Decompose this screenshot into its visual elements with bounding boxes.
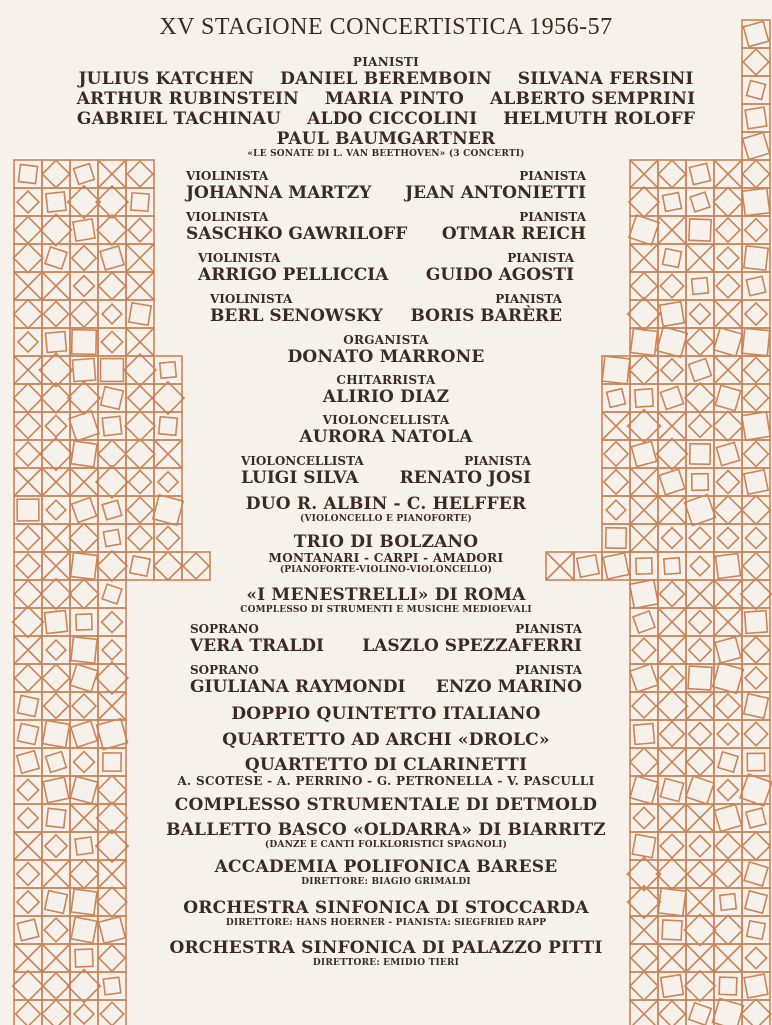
pianist-name: ALDO CICCOLINI: [307, 109, 478, 129]
stoccarda-section: [0, 898, 772, 929]
duo-name: ARRIGO PELLICCIA: [198, 265, 389, 285]
pitti-section: [0, 938, 772, 969]
detmold-section: [0, 795, 772, 815]
pianisti-row-2: [0, 89, 772, 109]
pianist-name: GABRIEL TACHINAU: [76, 109, 282, 129]
trio-note: (PIANOFORTE-VIOLINO-VIOLONCELLO): [279, 565, 493, 575]
duo-role: VIOLINISTA: [186, 210, 269, 224]
duo-name: LASZLO SPEZZAFERRI: [362, 636, 582, 656]
clarinetti-members: A. SCOTESE - A. PERRINO - G. PETRONELLA - V. PASCULLI: [177, 774, 595, 788]
duo-2: [0, 211, 772, 244]
duo-1: [0, 170, 772, 203]
drolc-name: QUARTETTO AD ARCHI «DROLC»: [222, 730, 550, 750]
pianisti-row-1: [0, 69, 772, 89]
duo-raymondi: [0, 664, 772, 697]
duo-name: LUIGI SILVA: [241, 468, 359, 488]
pianist-name: HELMUTH ROLOFF: [503, 109, 696, 129]
pianisti-section: [0, 56, 772, 160]
chitarrista-section: [0, 374, 772, 407]
pianist-name: ALBERTO SEMPRINI: [490, 89, 696, 109]
trio-name: TRIO DI BOLZANO: [293, 532, 479, 552]
clarinetti-name: QUARTETTO DI CLARINETTI: [244, 755, 528, 775]
trio-section: [0, 532, 772, 576]
pianist-name: DANIEL BEREMBOIN: [280, 69, 492, 89]
duo-role: VIOLINISTA: [186, 169, 269, 183]
duo-name: ENZO MARINO: [435, 677, 582, 697]
duo-role: VIOLONCELLISTA: [241, 454, 364, 468]
duo-name: JEAN ANTONIETTI: [405, 183, 586, 203]
duo-role: SOPRANO: [190, 622, 259, 636]
duo-name: BORIS BARÈRE: [410, 306, 562, 326]
organista-role: ORGANISTA: [343, 333, 429, 347]
balletto-section: [0, 820, 772, 851]
duo-role: SOPRANO: [190, 663, 259, 677]
balletto-name: BALLETTO BASCO «OLDARRA» DI BIARRITZ: [166, 820, 606, 840]
duo-role: PIANISTA: [507, 251, 574, 265]
duo-name: VERA TRALDI: [190, 636, 324, 656]
duo-albin-section: [0, 494, 772, 525]
doppio-name: DOPPIO QUINTETTO ITALIANO: [231, 704, 541, 724]
stoccarda-note: DIRETTORE: HANS HOERNER - PIANISTA: SIEGFRIED RAPP: [225, 918, 547, 928]
chitarrista-role: CHITARRISTA: [336, 373, 436, 387]
organista-section: [0, 334, 772, 367]
detmold-name: COMPLESSO STRUMENTALE DI DETMOLD: [174, 795, 598, 815]
menestrelli-section: [0, 585, 772, 616]
organista-name: DONATO MARRONE: [287, 347, 485, 367]
duo-3: [0, 252, 772, 285]
clarinetti-section: [0, 755, 772, 788]
violoncellista-role: VIOLONCELLISTA: [322, 413, 450, 427]
pianist-name: JULIUS KATCHEN: [78, 69, 255, 89]
menestrelli-name: «I MENESTRELLI» DI ROMA: [246, 585, 526, 605]
pianist-note: «LE SONATE DI L. VAN BEETHOVEN» (3 CONCERTI): [247, 149, 525, 159]
duo-name: JOHANNA MARTZY: [186, 183, 372, 203]
stoccarda-name: ORCHESTRA SINFONICA DI STOCCARDA: [183, 898, 589, 918]
duo-4: [0, 293, 772, 326]
violoncellista-section: [0, 414, 772, 447]
duo-role: PIANISTA: [519, 169, 586, 183]
drolc-section: [0, 730, 772, 750]
page-title: XV STAGIONE CONCERTISTICA 1956-57: [159, 14, 613, 40]
accademia-section: [0, 857, 772, 888]
duo-role: PIANISTA: [519, 210, 586, 224]
duo-albin-name: DUO R. ALBIN - C. HELFFER: [245, 494, 527, 514]
duo-role: PIANISTA: [515, 663, 582, 677]
accademia-note: DIRETTORE: BIAGIO GRIMALDI: [301, 877, 471, 887]
menestrelli-note: COMPLESSO DI STRUMENTI E MUSICHE MEDIOEVALI: [240, 605, 532, 615]
duo-role: PIANISTA: [495, 292, 562, 306]
duo-role: VIOLINISTA: [198, 251, 281, 265]
duo-cello: [0, 455, 772, 488]
pianisti-row-3: [0, 109, 772, 129]
pianist-name: MARIA PINTO: [324, 89, 465, 109]
duo-albin-note: (VIOLONCELLO E PIANOFORTE): [300, 514, 472, 524]
duo-role: PIANISTA: [464, 454, 531, 468]
duo-name: RENATO JOSI: [399, 468, 531, 488]
pitti-note: DIRETTORE: EMIDIO TIERI: [312, 958, 460, 968]
pianisti-role: PIANISTI: [352, 55, 420, 69]
pianist-name: ARTHUR RUBINSTEIN: [76, 89, 299, 109]
duo-name: GIULIANA RAYMONDI: [190, 677, 406, 697]
doppio-section: [0, 704, 772, 724]
duo-name: GUIDO AGOSTI: [425, 265, 574, 285]
balletto-note: (DANZE E CANTI FOLKLORISTICI SPAGNOLI): [264, 840, 508, 850]
duo-role: PIANISTA: [515, 622, 582, 636]
duo-name: BERL SENOWSKY: [210, 306, 383, 326]
duo-traldi: [0, 623, 772, 656]
chitarrista-name: ALIRIO DIAZ: [322, 387, 450, 407]
duo-role: VIOLINISTA: [210, 292, 293, 306]
accademia-name: ACCADEMIA POLIFONICA BARESE: [214, 857, 558, 877]
duo-name: SASCHKO GAWRILOFF: [186, 224, 408, 244]
duo-name: OTMAR REICH: [441, 224, 586, 244]
pianist-name: SILVANA FERSINI: [517, 69, 694, 89]
pianist-solo: PAUL BAUMGARTNER: [276, 129, 496, 149]
violoncellista-name: AURORA NATOLA: [299, 427, 473, 447]
trio-members: MONTANARI - CARPI - AMADORI: [268, 551, 504, 565]
pitti-name: ORCHESTRA SINFONICA DI PALAZZO PITTI: [169, 938, 603, 958]
